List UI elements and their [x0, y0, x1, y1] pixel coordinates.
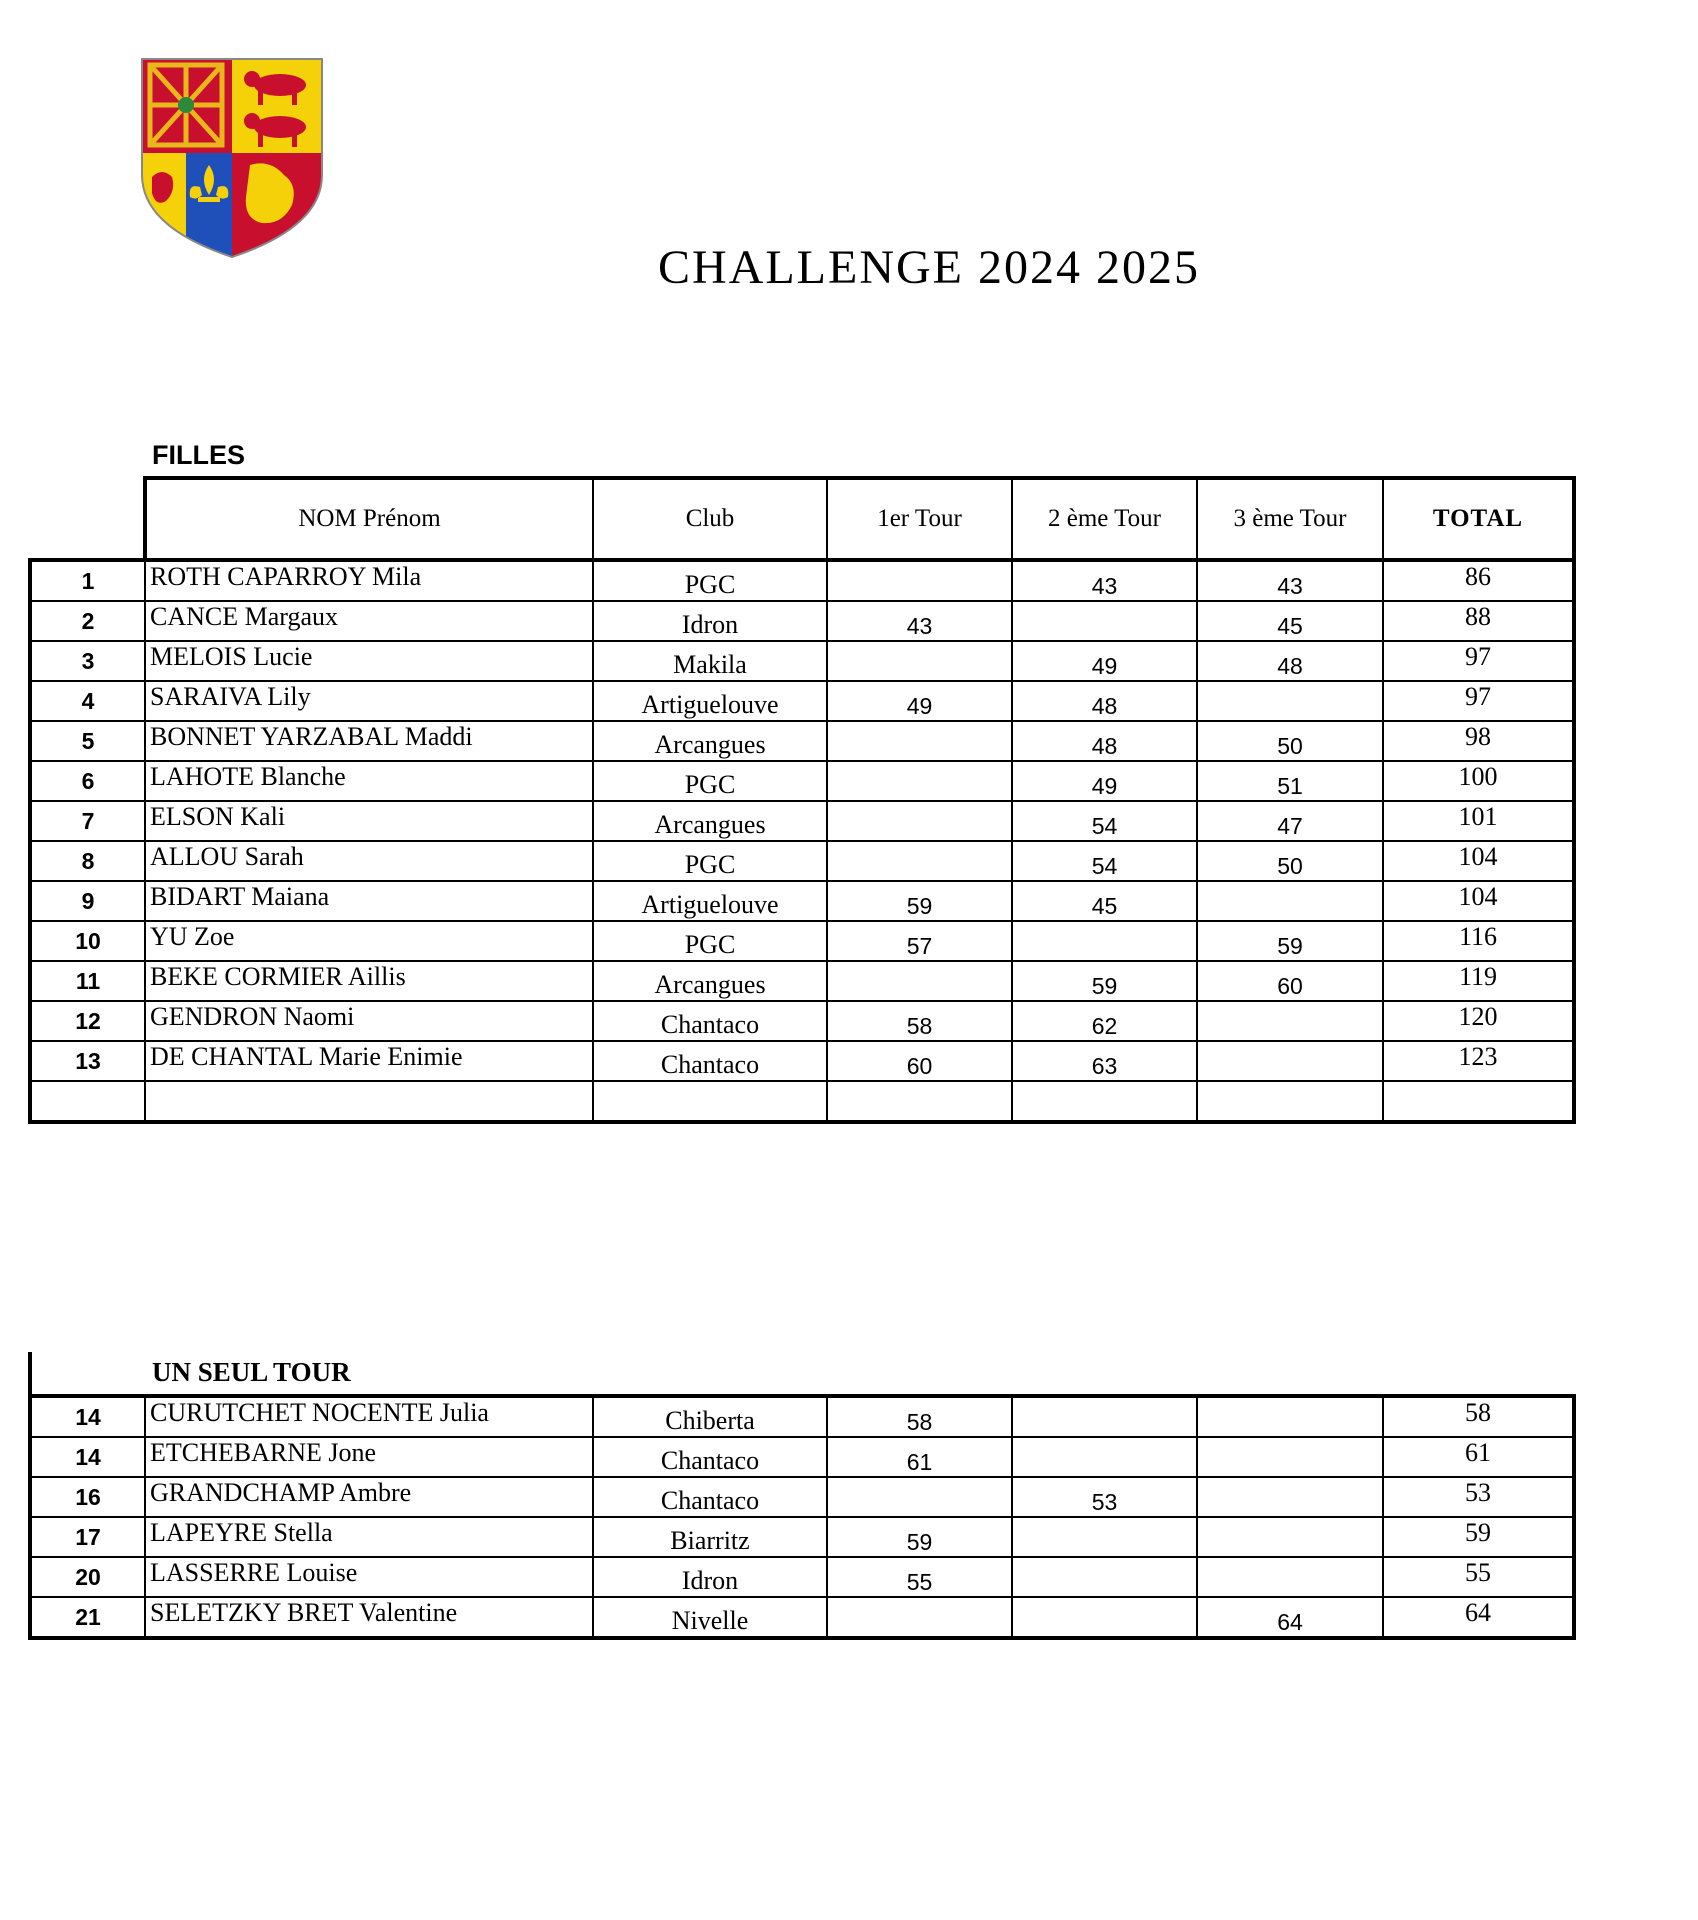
tour1-score	[827, 1597, 1012, 1638]
tour3-score: 51	[1197, 761, 1383, 801]
total-cell: 100	[1383, 761, 1574, 801]
tour3-score	[1197, 1081, 1383, 1122]
tour2-score: 48	[1012, 681, 1197, 721]
tour2-score: 43	[1012, 560, 1197, 601]
tour3-score: 59	[1197, 921, 1383, 961]
total-cell: 86	[1383, 560, 1574, 601]
rank-cell: 11	[30, 961, 145, 1001]
name-cell: ROTH CAPARROY Mila	[145, 560, 593, 601]
tour2-score	[1012, 1557, 1197, 1597]
table-row	[30, 1557, 1574, 1597]
header-nom: NOM Prénom	[145, 478, 593, 560]
total-cell	[1383, 1081, 1574, 1122]
tour2-score: 49	[1012, 761, 1197, 801]
table-row	[30, 560, 1574, 601]
table-row	[30, 1001, 1574, 1041]
tour1-score: 55	[827, 1557, 1012, 1597]
tour3-score	[1197, 1437, 1383, 1477]
club-cell: Artiguelouve	[593, 881, 827, 921]
rank-cell: 16	[30, 1477, 145, 1517]
tour2-score	[1012, 1396, 1197, 1437]
total-cell: 53	[1383, 1477, 1574, 1517]
tour3-score	[1197, 881, 1383, 921]
tour2-score	[1012, 1081, 1197, 1122]
club-cell: Chantaco	[593, 1041, 827, 1081]
tour2-score: 59	[1012, 961, 1197, 1001]
tour1-score: 59	[827, 1517, 1012, 1557]
rank-cell: 17	[30, 1517, 145, 1557]
rank-cell: 1	[30, 560, 145, 601]
total-cell: 104	[1383, 881, 1574, 921]
tour3-score: 48	[1197, 641, 1383, 681]
rank-cell: 21	[30, 1597, 145, 1638]
tour3-score: 50	[1197, 841, 1383, 881]
rank-cell: 8	[30, 841, 145, 881]
club-cell	[593, 1081, 827, 1122]
table-row	[30, 921, 1574, 961]
club-cell: Chiberta	[593, 1396, 827, 1437]
total-cell: 97	[1383, 681, 1574, 721]
name-cell: BEKE CORMIER Aillis	[145, 961, 593, 1001]
page-title: CHALLENGE 2024 2025	[658, 241, 1200, 294]
total-cell: 88	[1383, 601, 1574, 641]
name-cell: DE CHANTAL Marie Enimie	[145, 1041, 593, 1081]
club-cell: Biarritz	[593, 1517, 827, 1557]
club-cell: Chantaco	[593, 1001, 827, 1041]
club-cell: Makila	[593, 641, 827, 681]
tour2-score	[1012, 921, 1197, 961]
total-cell: 116	[1383, 921, 1574, 961]
tour1-score	[827, 1081, 1012, 1122]
club-cell: Arcangues	[593, 961, 827, 1001]
section-divider-bar	[28, 1352, 32, 1396]
name-cell: ETCHEBARNE Jone	[145, 1437, 593, 1477]
section-label-un-seul-tour: UN SEUL TOUR	[152, 1357, 351, 1387]
name-cell: CURUTCHET NOCENTE Julia	[145, 1396, 593, 1437]
total-cell: 55	[1383, 1557, 1574, 1597]
tour1-score	[827, 961, 1012, 1001]
rank-cell: 10	[30, 921, 145, 961]
name-cell: BONNET YARZABAL Maddi	[145, 721, 593, 761]
tour1-score: 57	[827, 921, 1012, 961]
tour2-score: 49	[1012, 641, 1197, 681]
name-cell: LAPEYRE Stella	[145, 1517, 593, 1557]
rank-cell: 4	[30, 681, 145, 721]
name-cell: BIDART Maiana	[145, 881, 593, 921]
club-cell: Idron	[593, 601, 827, 641]
total-cell: 101	[1383, 801, 1574, 841]
tour1-score: 49	[827, 681, 1012, 721]
tour1-score: 61	[827, 1437, 1012, 1477]
total-cell: 59	[1383, 1517, 1574, 1557]
rank-cell: 14	[30, 1437, 145, 1477]
tour1-score	[827, 801, 1012, 841]
table-row	[30, 881, 1574, 921]
total-cell: 104	[1383, 841, 1574, 881]
rank-cell: 12	[30, 1001, 145, 1041]
name-cell: YU Zoe	[145, 921, 593, 961]
rank-cell: 9	[30, 881, 145, 921]
table-row	[30, 641, 1574, 681]
rank-cell: 14	[30, 1396, 145, 1437]
club-cell: PGC	[593, 560, 827, 601]
name-cell: CANCE Margaux	[145, 601, 593, 641]
total-cell: 97	[1383, 641, 1574, 681]
club-cell: Chantaco	[593, 1477, 827, 1517]
rank-cell: 13	[30, 1041, 145, 1081]
table-row	[30, 1437, 1574, 1477]
header-rank-empty	[30, 478, 145, 560]
name-cell: MELOIS Lucie	[145, 641, 593, 681]
header-total: TOTAL	[1383, 478, 1574, 560]
un-seul-tour-table	[28, 1394, 1576, 1640]
tour3-score: 43	[1197, 560, 1383, 601]
club-cell: Arcangues	[593, 721, 827, 761]
tour3-score	[1197, 1557, 1383, 1597]
header-tour1: 1er Tour	[827, 478, 1012, 560]
total-cell: 123	[1383, 1041, 1574, 1081]
table-row	[30, 801, 1574, 841]
filles-table	[28, 476, 1576, 1124]
tour3-score	[1197, 1517, 1383, 1557]
table-row	[30, 1081, 1574, 1122]
total-cell: 98	[1383, 721, 1574, 761]
total-cell: 61	[1383, 1437, 1574, 1477]
table-row	[30, 1041, 1574, 1081]
club-cell: Chantaco	[593, 1437, 827, 1477]
rank-cell: 5	[30, 721, 145, 761]
rank-cell: 20	[30, 1557, 145, 1597]
tour2-score: 54	[1012, 841, 1197, 881]
tour2-score: 53	[1012, 1477, 1197, 1517]
name-cell	[145, 1081, 593, 1122]
tour2-score: 45	[1012, 881, 1197, 921]
tour2-score: 54	[1012, 801, 1197, 841]
basque-coat-of-arms-icon	[140, 57, 324, 259]
tour3-score: 60	[1197, 961, 1383, 1001]
tour2-score: 62	[1012, 1001, 1197, 1041]
rank-cell	[30, 1081, 145, 1122]
header-club: Club	[593, 478, 827, 560]
tour2-score	[1012, 601, 1197, 641]
tour1-score	[827, 1477, 1012, 1517]
table-row	[30, 681, 1574, 721]
tour3-score	[1197, 1396, 1383, 1437]
table-row	[30, 761, 1574, 801]
tour1-score	[827, 721, 1012, 761]
tour3-score: 50	[1197, 721, 1383, 761]
table-header-row	[30, 478, 1574, 560]
total-cell: 64	[1383, 1597, 1574, 1638]
name-cell: ALLOU Sarah	[145, 841, 593, 881]
tour3-score: 47	[1197, 801, 1383, 841]
club-cell: PGC	[593, 761, 827, 801]
name-cell: LAHOTE Blanche	[145, 761, 593, 801]
header-tour2: 2 ème Tour	[1012, 478, 1197, 560]
tour2-score	[1012, 1517, 1197, 1557]
tour3-score	[1197, 1477, 1383, 1517]
tour2-score: 63	[1012, 1041, 1197, 1081]
table-row	[30, 721, 1574, 761]
tour2-score	[1012, 1437, 1197, 1477]
club-cell: Artiguelouve	[593, 681, 827, 721]
club-cell: PGC	[593, 841, 827, 881]
tour1-score: 60	[827, 1041, 1012, 1081]
tour3-score	[1197, 1001, 1383, 1041]
tour1-score: 58	[827, 1001, 1012, 1041]
table-row	[30, 1597, 1574, 1638]
tour1-score: 58	[827, 1396, 1012, 1437]
tour3-score	[1197, 681, 1383, 721]
total-cell: 120	[1383, 1001, 1574, 1041]
name-cell: ELSON Kali	[145, 801, 593, 841]
tour1-score	[827, 841, 1012, 881]
name-cell: LASSERRE Louise	[145, 1557, 593, 1597]
name-cell: SARAIVA Lily	[145, 681, 593, 721]
total-cell: 119	[1383, 961, 1574, 1001]
table-row	[30, 1517, 1574, 1557]
tour1-score: 59	[827, 881, 1012, 921]
tour3-score: 64	[1197, 1597, 1383, 1638]
tour2-score	[1012, 1597, 1197, 1638]
tour2-score: 48	[1012, 721, 1197, 761]
tour1-score: 43	[827, 601, 1012, 641]
rank-cell: 3	[30, 641, 145, 681]
tour1-score	[827, 641, 1012, 681]
name-cell: GRANDCHAMP Ambre	[145, 1477, 593, 1517]
table-row	[30, 601, 1574, 641]
total-cell: 58	[1383, 1396, 1574, 1437]
tour3-score: 45	[1197, 601, 1383, 641]
section-label-filles: FILLES	[152, 440, 245, 470]
club-cell: Arcangues	[593, 801, 827, 841]
table-row	[30, 961, 1574, 1001]
club-cell: Nivelle	[593, 1597, 827, 1638]
tour3-score	[1197, 1041, 1383, 1081]
rank-cell: 2	[30, 601, 145, 641]
tour1-score	[827, 761, 1012, 801]
name-cell: GENDRON Naomi	[145, 1001, 593, 1041]
rank-cell: 6	[30, 761, 145, 801]
table-row	[30, 1477, 1574, 1517]
tour1-score	[827, 560, 1012, 601]
table-row	[30, 1396, 1574, 1437]
name-cell: SELETZKY BRET Valentine	[145, 1597, 593, 1638]
club-cell: PGC	[593, 921, 827, 961]
table-row	[30, 841, 1574, 881]
rank-cell: 7	[30, 801, 145, 841]
club-cell: Idron	[593, 1557, 827, 1597]
header-tour3: 3 ème Tour	[1197, 478, 1383, 560]
